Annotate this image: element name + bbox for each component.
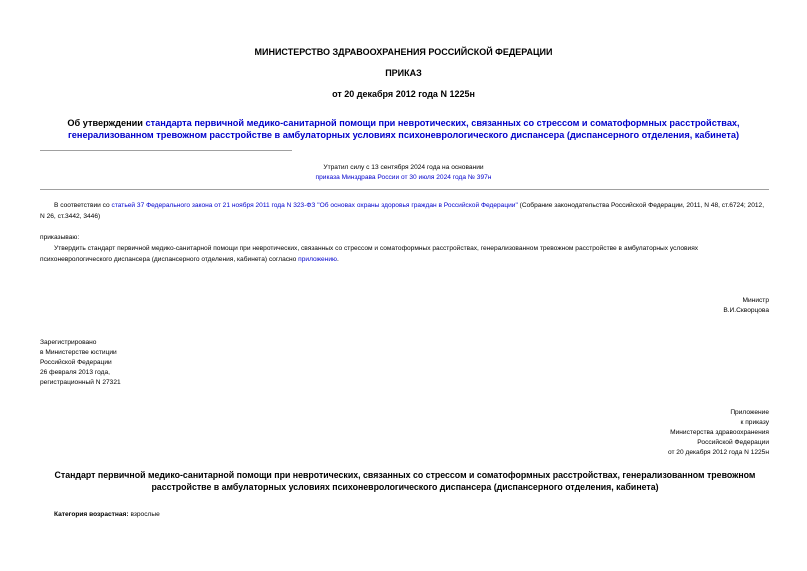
appendix-line: Министерства здравоохранения: [670, 429, 769, 436]
signature-name: В.И.Скворцова: [723, 307, 769, 314]
preamble-paragraph: [40, 201, 770, 222]
age-category-value: взрослые: [130, 511, 160, 518]
title-prefix: Об утверждении: [67, 118, 146, 128]
signature-position: Министр: [742, 297, 769, 304]
order-text-end: .: [336, 255, 339, 263]
registration-block: [40, 338, 121, 388]
long-divider: [40, 189, 769, 190]
status-note: [0, 163, 807, 183]
standard-title: Стандарт первичной медико-санитарной помощи при невротических, связанных со стрессом и соматоформных расстройствах, генерализованном тревожном расстройстве в амбулаторных условиях психоневрологического диспансера (диспансерного отделения, кабинета): [54, 470, 756, 492]
appendix-link[interactable]: приложению: [298, 255, 337, 263]
document-title: [40, 117, 767, 141]
appendix-line: Российской Федерации: [697, 439, 769, 446]
age-category: [54, 510, 160, 520]
status-note-link[interactable]: приказа Минздрава России от 30 июля 2024 года № 397н: [315, 174, 492, 181]
status-note-text: Утратил силу с 13 сентября 2024 года на основании: [323, 164, 484, 171]
doc-date-number: от 20 декабря 2012 года N 1225н: [332, 89, 475, 99]
order-text: Утвердить стандарт первичной медико-санитарной помощи при невротических, связанных со стрессом и соматоформных расстройствах, генерализованном тревожном расстройстве в амбулаторных условиях психоневрологического диспансера (диспансерного отделения, кабинета) согласно: [40, 245, 699, 263]
age-category-label: Категория возрастная:: [54, 511, 129, 518]
registration-line: Зарегистрировано: [40, 339, 97, 346]
order-word: приказываю:: [40, 234, 80, 241]
ministry-heading: МИНИСТЕРСТВО ЗДРАВООХРАНЕНИЯ РОССИЙСКОЙ ФЕДЕРАЦИИ: [254, 47, 553, 57]
short-divider: [40, 150, 292, 151]
preamble-prefix: В соответствии со: [54, 202, 112, 209]
registration-line: Российской Федерации: [40, 359, 112, 366]
appendix-block: [668, 408, 769, 458]
registration-line: регистрационный N 27321: [40, 379, 121, 386]
signature-block: [723, 296, 769, 316]
title-standard-link[interactable]: стандарта первичной медико-санитарной помощи при невротических, связанных со стрессом и соматоформных расстройствах, генерализованном тревожном расстройстве в амбулаторных условиях психоневрологического диспансера (диспансерного отделения, кабинета): [67, 118, 740, 140]
appendix-line: от 20 декабря 2012 года N 1225н: [667, 449, 769, 456]
registration-line: 26 февраля 2013 года,: [40, 369, 110, 376]
preamble-suffix: (Собрание законодательства Российской Федерации, 2011, N 48, ст.6724; 2012, N 26, ст.3442, 3446): [40, 202, 765, 220]
appendix-line: Приложение: [730, 409, 769, 416]
registration-line: в Министерстве юстиции: [40, 349, 117, 356]
appendix-line: к приказу: [740, 419, 769, 426]
law-article-link[interactable]: статьей 37 Федерального закона от 21 ноября 2011 года N 323-ФЗ "Об основах охраны здоровья граждан в Российской Федерации": [111, 202, 518, 209]
doc-type-heading: ПРИКАЗ: [385, 68, 422, 78]
order-paragraph: [40, 244, 770, 265]
